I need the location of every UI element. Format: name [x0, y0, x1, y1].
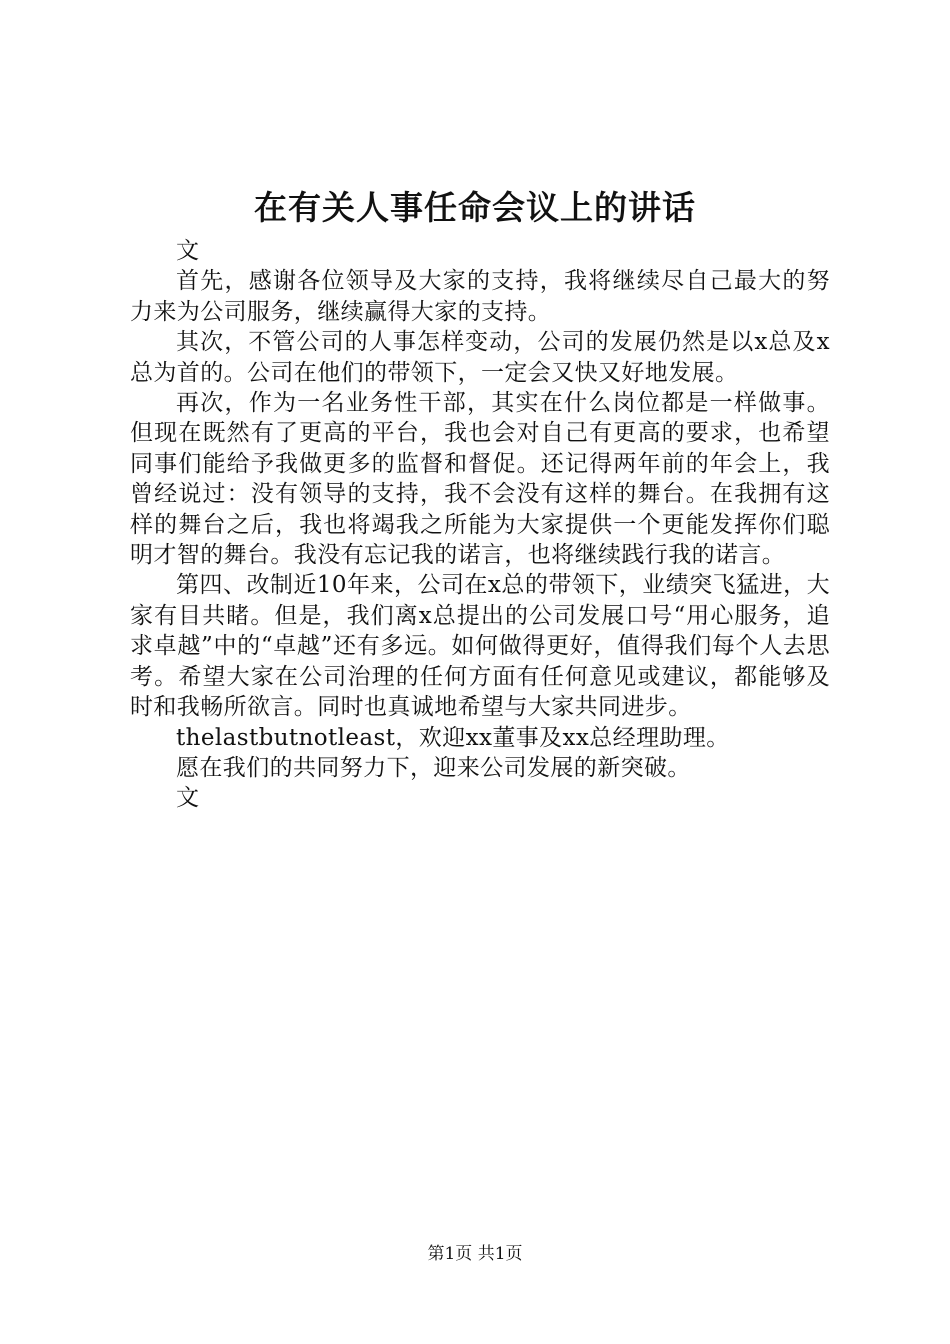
paragraph-welcome: thelastbutnotleast，欢迎xx董事及xx总经理助理。 [176, 724, 730, 751]
paragraph-first: 首先，感谢各位领导及大家的支持，我将继续尽自己最大的努力来为公司服务，继续赢得大家的支持。 [130, 268, 830, 325]
paragraph-author-bottom: 文 [176, 785, 200, 812]
document-title: 在有关人事任命会议上的讲话 [254, 188, 696, 227]
paragraph-second: 其次，不管公司的人事怎样变动，公司的发展仍然是以x总及x总为首的。公司在他们的带领下，一定会又快又好地发展。 [130, 329, 830, 386]
document-body [130, 236, 830, 814]
paragraph-closing: 愿在我们的共同努力下，迎来公司发展的新突破。 [176, 754, 691, 781]
page-footer: 第1页 共1页 [427, 1244, 523, 1264]
paragraph-author-top: 文 [176, 238, 200, 264]
paragraph-fourth: 第四、改制近10年来，公司在x总的带领下，业绩突飞猛进，大家有目共睹。但是，我们离x总提出的公司发展口号“用心服务，追求卓越”中的“卓越”还有多远。如何做得更好，值得我们每个人去思考。希望大家在公司治理的任何方面有任何意见或建议，都能够及时和我畅所欲言。同时也真诚地希望与大家共同进步。 [130, 572, 830, 721]
paragraph-third: 再次，作为一名业务性干部，其实在什么岗位都是一样做事。但现在既然有了更高的平台，我也会对自己有更高的要求，也希望同事们能给予我做更多的监督和督促。还记得两年前的年会上，我曾经说过：没有领导的支持，我不会没有这样的舞台。在我拥有这样的舞台之后，我也将竭我之所能为大家提供一个更能发挥你们聪明才智的舞台。我没有忘记我的诺言，也将继续践行我的诺言。 [130, 390, 830, 569]
